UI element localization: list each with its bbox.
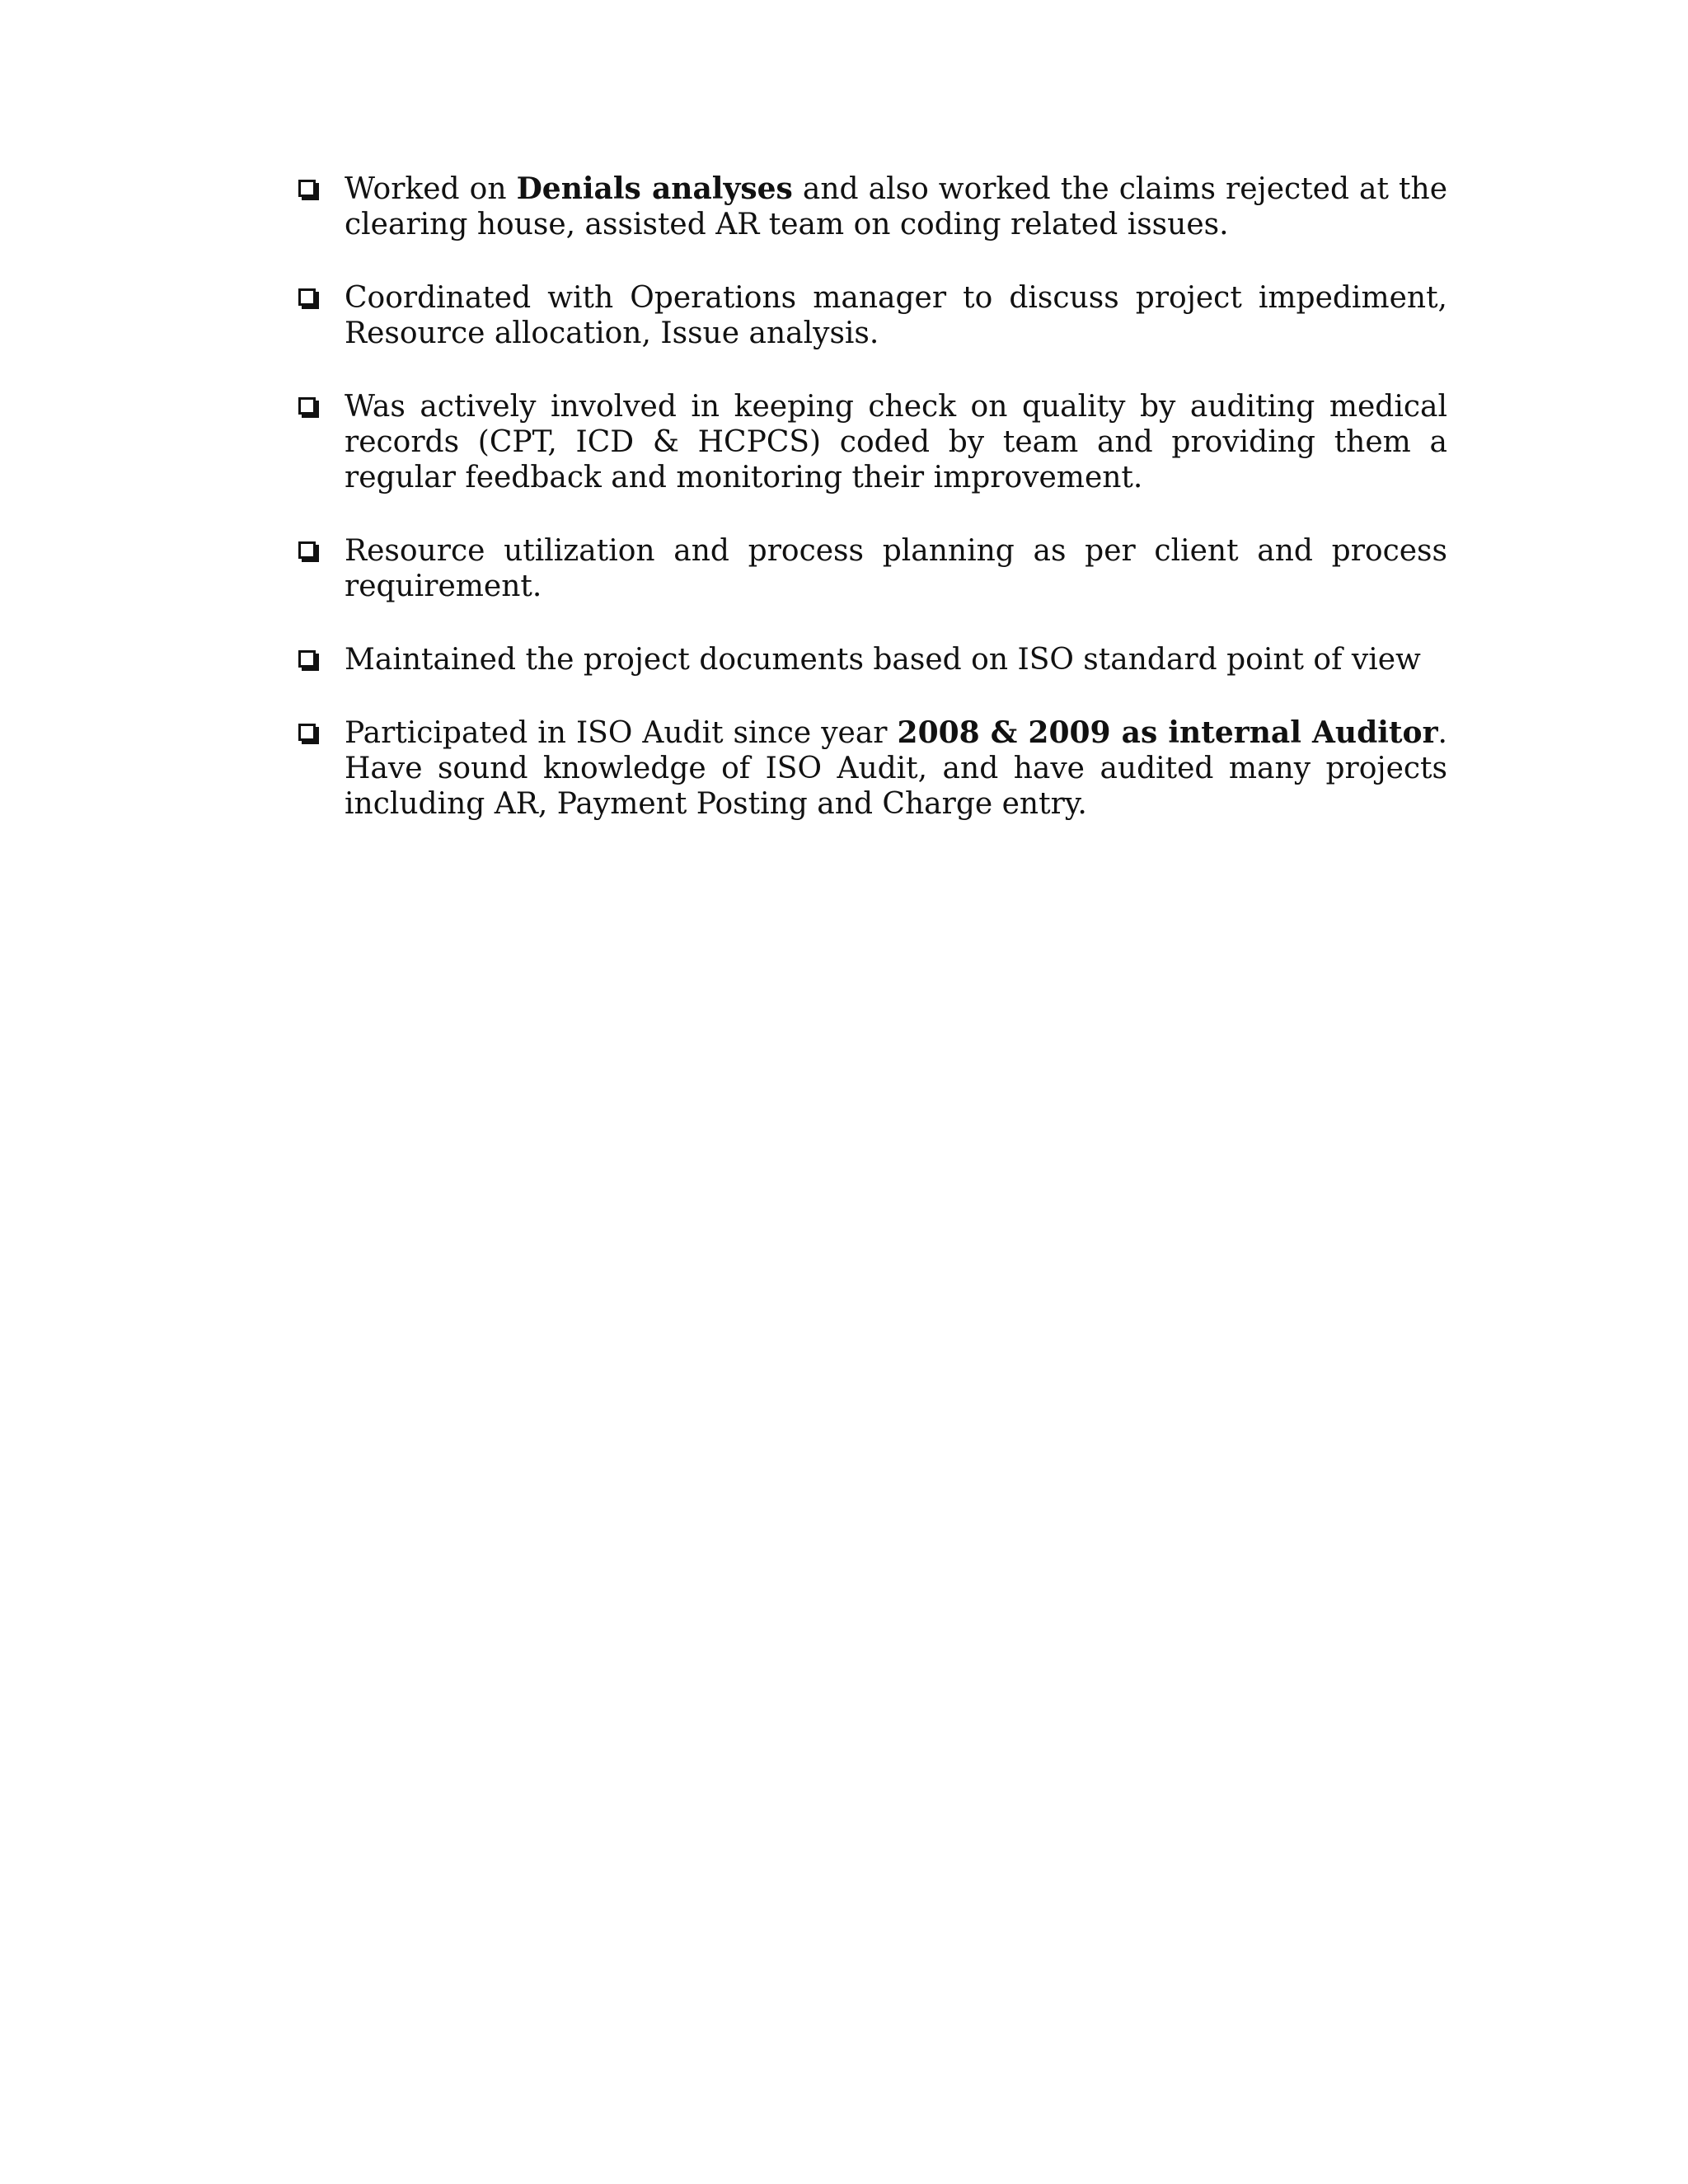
- bold-text-segment: Denials analyses: [516, 171, 793, 206]
- checkbox-bullet-icon: [298, 724, 316, 741]
- list-item: [295, 171, 1447, 242]
- text-segment: Was actively involved in keeping check on quality by auditing medical records (CPT, ICD & HCPCS) coded by team and providing them a regular feedback and monitoring their improvement.: [345, 390, 1447, 494]
- checkbox-bullet-icon: [298, 650, 316, 668]
- text-segment: . Have sound knowledge of ISO Audit, and have audited many projects including AR, Payment Posting and Charge entry.: [345, 716, 1447, 821]
- bullet-text: [345, 281, 1447, 350]
- text-segment: and also worked the claims rejected at the clearing house, assisted AR team on coding related issues.: [345, 172, 1447, 241]
- bold-text-segment: 2008 & 2009 as internal Auditor: [897, 715, 1438, 750]
- bullet-text: [345, 716, 1447, 821]
- bullet-text: [345, 172, 1447, 241]
- checkbox-bullet-icon: [298, 397, 316, 415]
- text-segment: Resource utilization and process planning as per client and process requirement.: [345, 534, 1447, 603]
- bullet-text: [345, 534, 1447, 603]
- list-item: [295, 533, 1447, 604]
- text-segment: Worked on: [345, 172, 517, 206]
- bullet-text: [345, 390, 1447, 494]
- checkbox-bullet-icon: [298, 288, 316, 306]
- text-segment: Coordinated with Operations manager to discuss project impediment, Resource allocation, Issue analysis.: [345, 281, 1447, 350]
- text-segment: Participated in ISO Audit since year: [345, 716, 898, 750]
- bullet-text: [345, 643, 1421, 677]
- checkbox-bullet-icon: [298, 541, 316, 559]
- list-item: [295, 389, 1447, 495]
- list-item: [295, 280, 1447, 351]
- text-segment: Maintained the project documents based on ISO standard point of view: [345, 643, 1421, 677]
- list-item: [295, 715, 1447, 822]
- responsibilities-list: [295, 171, 1447, 860]
- checkbox-bullet-icon: [298, 180, 316, 197]
- list-item: [295, 642, 1447, 677]
